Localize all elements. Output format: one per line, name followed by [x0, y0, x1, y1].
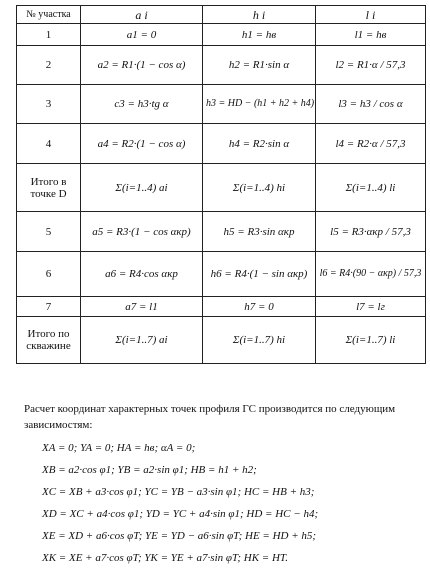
formula-a: c3 = h3·tg α	[81, 85, 203, 124]
intro-paragraph: Расчет координат характерных точек профиля ГС производится по следующим зависимостям:	[24, 403, 396, 431]
formula-l: l3 = h3 / cos α	[316, 85, 426, 124]
sum-a: Σ(i=1..4) ai	[81, 164, 203, 212]
formula-h: h3 = HD − (h1 + h2 + h4)	[203, 85, 316, 124]
sum-a: Σ(i=1..7) ai	[81, 317, 203, 364]
formula-l: l4 = R2·α / 57,3	[316, 124, 426, 164]
formula-l: l6 = R4·(90 − αкр) / 57,3	[316, 252, 426, 297]
table-row	[17, 85, 426, 124]
equation-line: XB = a2·cos φ1; YB = a2·sin φ1; HB = h1 + h2;	[42, 464, 257, 476]
equation-line: XC = XB + a3·cos φ1; YC = YB − a3·sin φ1; HC = HB + h3;	[42, 486, 315, 498]
table-row	[17, 297, 426, 317]
equation-line: XE = XD + a6·cos φT; YE = YD − a6·sin φT; HE = HD + h5;	[42, 530, 317, 542]
row-label: 7	[17, 297, 81, 317]
table-header-row	[17, 6, 426, 24]
row-label: Итого в точке D	[17, 164, 81, 212]
sum-h: Σ(i=1..4) hi	[203, 164, 316, 212]
table-row	[17, 124, 426, 164]
formula-a: a4 = R2·(1 − cos α)	[81, 124, 203, 164]
row-label: 5	[17, 212, 81, 252]
formula-a: a1 = 0	[81, 24, 203, 46]
equation-line: XA = 0; YA = 0; HA = hв; αA = 0;	[42, 442, 196, 454]
header-l: l i	[316, 6, 426, 24]
formula-h: h5 = R3·sin αкр	[203, 212, 316, 252]
row-label: 3	[17, 85, 81, 124]
formula-h: h7 = 0	[203, 297, 316, 317]
header-section-number: № участка	[17, 6, 81, 24]
equation-line: XD = XC + a4·cos φ1; YD = YC + a4·sin φ1; HD = HC − h4;	[42, 508, 319, 520]
sum-h: Σ(i=1..7) hi	[203, 317, 316, 364]
header-h: h i	[203, 6, 316, 24]
sum-l: Σ(i=1..7) li	[316, 317, 426, 364]
table-row-total	[17, 317, 426, 364]
formula-a: a7 = l1	[81, 297, 203, 317]
equation-line: XK = XE + a7·cos φT; YK = YE + a7·sin φT; HK = HT.	[42, 552, 288, 564]
table-row	[17, 46, 426, 85]
formula-l: l2 = R1·α / 57,3	[316, 46, 426, 85]
formula-l: l7 = lг	[316, 297, 426, 317]
formula-h: h6 = R4·(1 − sin αкр)	[203, 252, 316, 297]
calculation-table	[16, 5, 426, 364]
table-row	[17, 24, 426, 46]
formula-l: l5 = R3·αкр / 57,3	[316, 212, 426, 252]
formula-a: a2 = R1·(1 − cos α)	[81, 46, 203, 85]
row-label: 2	[17, 46, 81, 85]
table-row	[17, 252, 426, 297]
row-label: 6	[17, 252, 81, 297]
formula-a: a6 = R4·cos αкр	[81, 252, 203, 297]
table-row	[17, 212, 426, 252]
sum-l: Σ(i=1..4) li	[316, 164, 426, 212]
formula-h: h1 = hв	[203, 24, 316, 46]
table-row-subtotal	[17, 164, 426, 212]
formula-h: h2 = R1·sin α	[203, 46, 316, 85]
row-label: Итого по скважине	[17, 317, 81, 364]
equation-list	[42, 437, 427, 569]
row-label: 1	[17, 24, 81, 46]
header-a: a i	[81, 6, 203, 24]
formula-a: a5 = R3·(1 − cos αкр)	[81, 212, 203, 252]
formula-l: l1 = hв	[316, 24, 426, 46]
row-label: 4	[17, 124, 81, 164]
formula-h: h4 = R2·sin α	[203, 124, 316, 164]
